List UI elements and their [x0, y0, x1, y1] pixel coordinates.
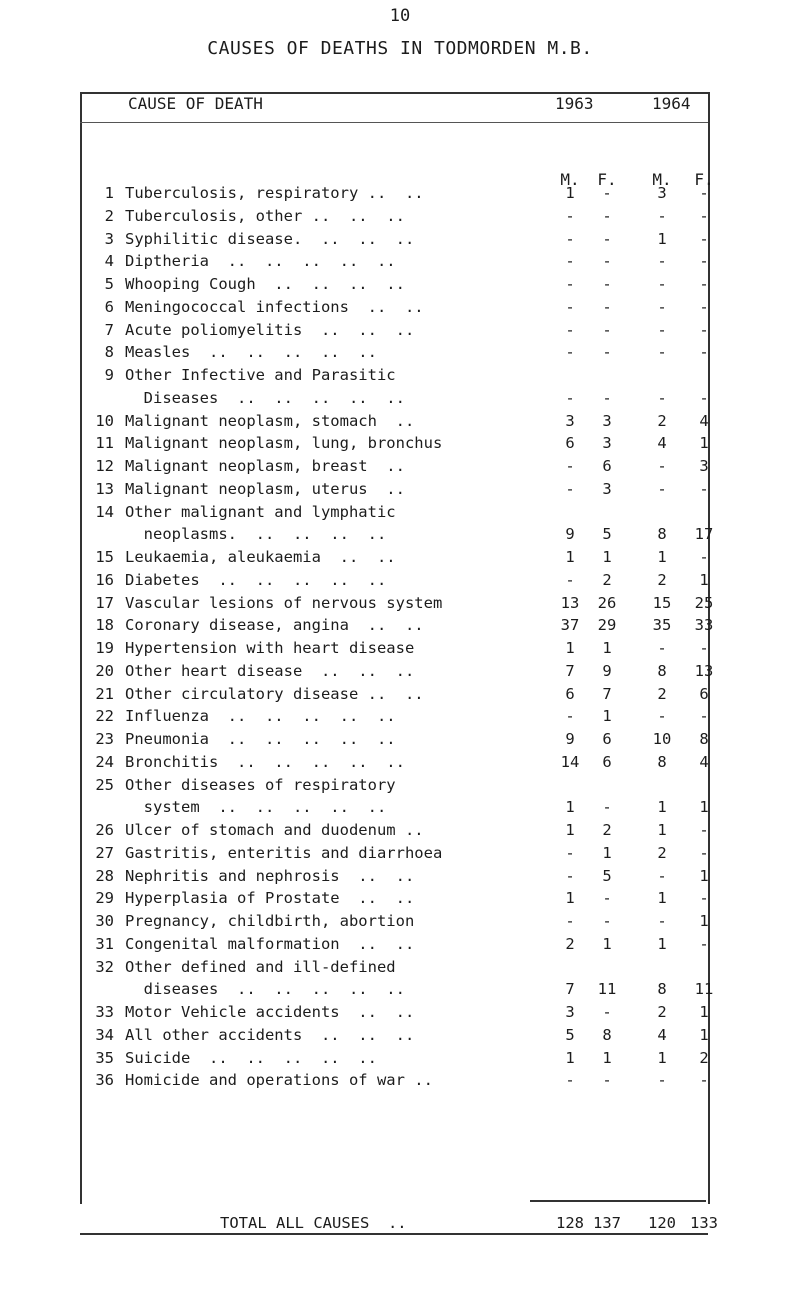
count-cell: -: [602, 343, 612, 362]
count-cell: 1: [699, 912, 709, 930]
row-number: 29: [95, 889, 114, 908]
cause-label: Suicide .. .. .. .. ..: [125, 1048, 377, 1067]
count-cell: 3: [602, 479, 612, 498]
count-cell: -: [602, 798, 612, 817]
row-number: 15: [95, 548, 114, 566]
table-row: [0, 1026, 800, 1048]
page-number: 10: [389, 6, 411, 26]
count-cell: -: [699, 229, 709, 248]
count-cell: 2: [602, 821, 612, 839]
count-cell: -: [699, 297, 709, 316]
count-cell: -: [565, 707, 575, 726]
total-rule: [530, 1200, 706, 1202]
row-number: 8: [104, 343, 114, 362]
page-title: CAUSES OF DEATHS IN TODMORDEN M.B.: [207, 38, 593, 59]
cause-label: Diseases .. .. .. .. ..: [125, 388, 405, 407]
row-number: 25: [95, 775, 114, 794]
cause-label: Other heart disease .. .. ..: [125, 661, 415, 680]
cause-label: Pregnancy, childbirth, abortion: [125, 912, 415, 930]
count-cell: -: [699, 320, 709, 339]
row-number: 18: [95, 616, 114, 635]
count-cell: 9: [565, 525, 575, 544]
count-cell: 2: [657, 411, 667, 430]
cause-label: Hypertension with heart disease: [125, 639, 415, 657]
count-cell: 13: [560, 593, 580, 612]
row-number: 34: [95, 1025, 114, 1044]
table-row: [0, 298, 800, 320]
count-cell: 8: [699, 730, 709, 748]
table-row: [0, 616, 800, 638]
count-cell: -: [565, 479, 575, 498]
cause-label: system .. .. .. .. ..: [125, 798, 387, 817]
count-cell: 3: [565, 411, 575, 430]
count-cell: 17: [694, 525, 714, 544]
table-row: [0, 184, 800, 206]
count-cell: -: [565, 297, 575, 316]
total-female-1963: 137: [593, 1214, 621, 1232]
count-cell: 1: [565, 798, 575, 817]
count-cell: 37: [560, 616, 580, 635]
count-cell: 2: [657, 684, 667, 703]
count-cell: 14: [560, 752, 580, 771]
count-cell: -: [565, 320, 575, 339]
total-male-1963: 128: [556, 1214, 584, 1232]
count-cell: 1: [657, 821, 667, 839]
table-row: [0, 662, 800, 684]
count-cell: 1: [699, 1025, 709, 1044]
table-row: [0, 571, 800, 593]
table-row: [0, 639, 800, 661]
count-cell: -: [602, 275, 612, 293]
count-cell: 7: [602, 684, 612, 703]
count-cell: 4: [699, 752, 709, 771]
cause-label: Leukaemia, aleukaemia .. ..: [125, 548, 396, 566]
cause-label: Diptheria .. .. .. .. ..: [125, 252, 396, 271]
table-row: [0, 252, 800, 274]
count-cell: -: [657, 912, 667, 930]
count-cell: -: [657, 707, 667, 726]
table-row: [0, 389, 800, 411]
count-cell: 1: [602, 934, 612, 953]
table-row: [0, 230, 800, 252]
count-cell: -: [657, 343, 667, 362]
count-cell: 1: [657, 889, 667, 908]
count-cell: 1: [565, 889, 575, 908]
count-cell: 1: [602, 843, 612, 862]
count-cell: 1: [699, 866, 709, 885]
count-cell: 2: [602, 570, 612, 589]
count-cell: 1: [565, 821, 575, 839]
cause-label: Homicide and operations of war ..: [125, 1071, 433, 1090]
count-cell: 29: [597, 616, 617, 635]
count-cell: 13: [694, 661, 714, 680]
count-cell: -: [565, 206, 575, 225]
count-cell: -: [565, 570, 575, 589]
cause-label: Acute poliomyelitis .. .. ..: [125, 320, 415, 339]
total-female-1964: 133: [690, 1214, 718, 1232]
count-cell: 8: [657, 980, 667, 999]
cause-label: Congenital malformation .. ..: [125, 934, 415, 953]
cause-label: Gastritis, enteritis and diarrhoea: [125, 843, 443, 862]
count-cell: -: [565, 912, 575, 930]
row-number: 6: [104, 297, 114, 316]
table-row: [0, 1071, 800, 1093]
row-number: 24: [95, 752, 114, 771]
count-cell: -: [699, 252, 709, 271]
count-cell: 8: [602, 1025, 612, 1044]
count-cell: 6: [602, 730, 612, 748]
table-row: [0, 366, 800, 388]
table-row: [0, 867, 800, 889]
count-cell: -: [565, 252, 575, 271]
row-number: 10: [95, 411, 114, 430]
row-number: 17: [95, 593, 114, 612]
row-number: 32: [95, 957, 114, 976]
count-cell: 5: [602, 525, 612, 544]
count-cell: 7: [565, 980, 575, 999]
count-cell: -: [565, 275, 575, 293]
count-cell: -: [602, 1003, 612, 1021]
cause-label: Bronchitis .. .. .. .. ..: [125, 752, 405, 771]
row-number: 1: [104, 184, 114, 202]
cause-label: Whooping Cough .. .. .. ..: [125, 275, 405, 293]
cause-label: Motor Vehicle accidents .. ..: [125, 1003, 415, 1021]
row-number: 11: [95, 434, 114, 453]
table-row: [0, 707, 800, 729]
count-cell: -: [602, 912, 612, 930]
cause-label: Other defined and ill-defined: [125, 957, 396, 976]
cause-label: diseases .. .. .. .. ..: [125, 980, 405, 999]
count-cell: -: [699, 843, 709, 862]
table-row: [0, 889, 800, 911]
row-number: 12: [95, 457, 114, 475]
subheader-female-1963: F.: [597, 170, 617, 189]
total-label: TOTAL ALL CAUSES ..: [220, 1214, 407, 1232]
count-cell: -: [657, 206, 667, 225]
count-cell: -: [699, 388, 709, 407]
count-cell: -: [602, 184, 612, 202]
count-cell: -: [657, 275, 667, 293]
count-cell: -: [602, 320, 612, 339]
cause-label: Tuberculosis, respiratory .. ..: [125, 184, 424, 202]
table-row: [0, 821, 800, 843]
count-cell: -: [565, 457, 575, 475]
count-cell: 1: [602, 707, 612, 726]
count-cell: -: [565, 1071, 575, 1090]
count-cell: 7: [565, 661, 575, 680]
cause-column-header: CAUSE OF DEATH: [128, 94, 263, 113]
table-row: [0, 321, 800, 343]
row-number: 36: [95, 1071, 114, 1090]
cause-label: neoplasms. .. .. .. ..: [125, 525, 387, 544]
count-cell: -: [565, 843, 575, 862]
table-bottom-border: [80, 1233, 708, 1235]
count-cell: 6: [602, 457, 612, 475]
cause-label: All other accidents .. .. ..: [125, 1025, 415, 1044]
count-cell: -: [657, 639, 667, 657]
cause-label: Diabetes .. .. .. .. ..: [125, 570, 387, 589]
count-cell: 26: [597, 593, 617, 612]
count-cell: -: [565, 343, 575, 362]
table-row: [0, 275, 800, 297]
subheader-male-1963: M.: [560, 170, 580, 189]
table-row: [0, 434, 800, 456]
count-cell: -: [657, 320, 667, 339]
row-number: 19: [95, 639, 114, 657]
count-cell: 2: [657, 570, 667, 589]
count-cell: 3: [602, 411, 612, 430]
cause-label: Measles .. .. .. .. ..: [125, 343, 377, 362]
count-cell: 3: [565, 1003, 575, 1021]
count-cell: -: [602, 1071, 612, 1090]
year-1964-header: 1964: [652, 94, 691, 113]
count-cell: -: [565, 388, 575, 407]
cause-label: Malignant neoplasm, lung, bronchus: [125, 434, 443, 453]
count-cell: 1: [602, 548, 612, 566]
count-cell: -: [657, 297, 667, 316]
count-cell: -: [565, 229, 575, 248]
count-cell: -: [699, 1071, 709, 1090]
table-row: [0, 412, 800, 434]
count-cell: 11: [694, 980, 714, 999]
count-cell: -: [602, 229, 612, 248]
count-cell: 10: [652, 730, 672, 748]
count-cell: 1: [565, 639, 575, 657]
cause-label: Meningococcal infections .. ..: [125, 297, 424, 316]
table-row: [0, 548, 800, 570]
row-number: 13: [95, 479, 114, 498]
cause-label: Malignant neoplasm, stomach ..: [125, 411, 415, 430]
row-number: 14: [95, 502, 114, 521]
table-row: [0, 685, 800, 707]
table-row: [0, 457, 800, 479]
table-row: [0, 207, 800, 229]
count-cell: 1: [657, 1048, 667, 1067]
count-cell: 3: [699, 457, 709, 475]
subheader-male-1964: M.: [652, 170, 672, 189]
count-cell: 4: [699, 411, 709, 430]
cause-label: Malignant neoplasm, uterus ..: [125, 479, 405, 498]
count-cell: 3: [602, 434, 612, 453]
count-cell: 9: [565, 730, 575, 748]
count-cell: 2: [657, 843, 667, 862]
count-cell: 1: [699, 434, 709, 453]
table-row: [0, 980, 800, 1002]
count-cell: 35: [652, 616, 672, 635]
count-cell: -: [602, 388, 612, 407]
count-cell: 6: [565, 684, 575, 703]
count-cell: 5: [602, 866, 612, 885]
count-cell: 5: [565, 1025, 575, 1044]
row-number: 33: [95, 1003, 114, 1021]
row-number: 31: [95, 934, 114, 953]
count-cell: 33: [694, 616, 714, 635]
table-row: [0, 594, 800, 616]
count-cell: 3: [657, 184, 667, 202]
count-cell: 8: [657, 661, 667, 680]
count-cell: -: [699, 275, 709, 293]
count-cell: 6: [699, 684, 709, 703]
cause-label: Vascular lesions of nervous system: [125, 593, 443, 612]
table-row: [0, 503, 800, 525]
row-number: 7: [104, 320, 114, 339]
count-cell: 6: [602, 752, 612, 771]
count-cell: 1: [699, 798, 709, 817]
cause-label: Ulcer of stomach and duodenum ..: [125, 821, 424, 839]
row-number: 3: [104, 229, 114, 248]
count-cell: -: [602, 297, 612, 316]
row-number: 21: [95, 684, 114, 703]
row-number: 28: [95, 866, 114, 885]
count-cell: -: [657, 252, 667, 271]
count-cell: -: [699, 889, 709, 908]
table-row: [0, 844, 800, 866]
count-cell: -: [699, 343, 709, 362]
count-cell: 1: [602, 639, 612, 657]
cause-label: Other circulatory disease .. ..: [125, 684, 424, 703]
table-row: [0, 776, 800, 798]
cause-label: Other Infective and Parasitic: [125, 366, 396, 384]
count-cell: -: [602, 889, 612, 908]
count-cell: 6: [565, 434, 575, 453]
count-cell: -: [699, 206, 709, 225]
count-cell: -: [657, 388, 667, 407]
count-cell: -: [699, 934, 709, 953]
table-row: [0, 798, 800, 820]
count-cell: 9: [602, 661, 612, 680]
count-cell: 1: [699, 570, 709, 589]
row-number: 9: [104, 366, 114, 384]
cause-label: Other malignant and lymphatic: [125, 502, 396, 521]
count-cell: -: [657, 866, 667, 885]
count-cell: 1: [657, 934, 667, 953]
row-number: 2: [104, 206, 114, 225]
cause-label: Malignant neoplasm, breast ..: [125, 457, 405, 475]
row-number: 23: [95, 730, 114, 748]
subheader-female-1964: F.: [694, 170, 714, 189]
count-cell: -: [699, 821, 709, 839]
count-cell: 15: [652, 593, 672, 612]
year-1963-header: 1963: [555, 94, 594, 113]
table-row: [0, 480, 800, 502]
count-cell: 1: [699, 1003, 709, 1021]
header-divider: [80, 122, 708, 123]
row-number: 20: [95, 661, 114, 680]
count-cell: 1: [657, 548, 667, 566]
total-male-1964: 120: [648, 1214, 676, 1232]
row-number: 5: [104, 275, 114, 293]
count-cell: -: [657, 457, 667, 475]
table-row: [0, 343, 800, 365]
count-cell: -: [699, 548, 709, 566]
count-cell: 1: [565, 184, 575, 202]
count-cell: 1: [657, 229, 667, 248]
cause-label: Tuberculosis, other .. .. ..: [125, 206, 405, 225]
count-cell: -: [699, 184, 709, 202]
count-cell: 2: [699, 1048, 709, 1067]
cause-label: Syphilitic disease. .. .. ..: [125, 229, 415, 248]
count-cell: -: [657, 479, 667, 498]
table-row: [0, 525, 800, 547]
count-cell: 11: [597, 980, 617, 999]
count-cell: 1: [565, 548, 575, 566]
table-row: [0, 935, 800, 957]
count-cell: 8: [657, 752, 667, 771]
count-cell: 8: [657, 525, 667, 544]
count-cell: -: [565, 866, 575, 885]
row-number: 16: [95, 570, 114, 589]
count-cell: 4: [657, 1025, 667, 1044]
cause-label: Nephritis and nephrosis .. ..: [125, 866, 415, 885]
table-row: [0, 753, 800, 775]
cause-label: Coronary disease, angina .. ..: [125, 616, 424, 635]
count-cell: -: [602, 206, 612, 225]
row-number: 4: [104, 252, 114, 271]
count-cell: 4: [657, 434, 667, 453]
table-row: [0, 730, 800, 752]
count-cell: -: [657, 1071, 667, 1090]
row-number: 35: [95, 1048, 114, 1067]
cause-label: Other diseases of respiratory: [125, 775, 396, 794]
count-cell: 1: [602, 1048, 612, 1067]
cause-label: Hyperplasia of Prostate .. ..: [125, 889, 415, 908]
count-cell: -: [699, 639, 709, 657]
cause-label: Pneumonia .. .. .. .. ..: [125, 730, 396, 748]
cause-label: Influenza .. .. .. .. ..: [125, 707, 396, 726]
count-cell: 1: [565, 1048, 575, 1067]
table-row: [0, 912, 800, 934]
row-number: 27: [95, 843, 114, 862]
count-cell: 2: [657, 1003, 667, 1021]
count-cell: 2: [565, 934, 575, 953]
table-row: [0, 958, 800, 980]
table-row: [0, 1003, 800, 1025]
count-cell: 1: [657, 798, 667, 817]
table-row: [0, 1049, 800, 1071]
row-number: 26: [95, 821, 114, 839]
count-cell: -: [699, 479, 709, 498]
count-cell: -: [699, 707, 709, 726]
row-number: 22: [95, 707, 114, 726]
count-cell: 25: [694, 593, 714, 612]
row-number: 30: [95, 912, 114, 930]
count-cell: -: [602, 252, 612, 271]
